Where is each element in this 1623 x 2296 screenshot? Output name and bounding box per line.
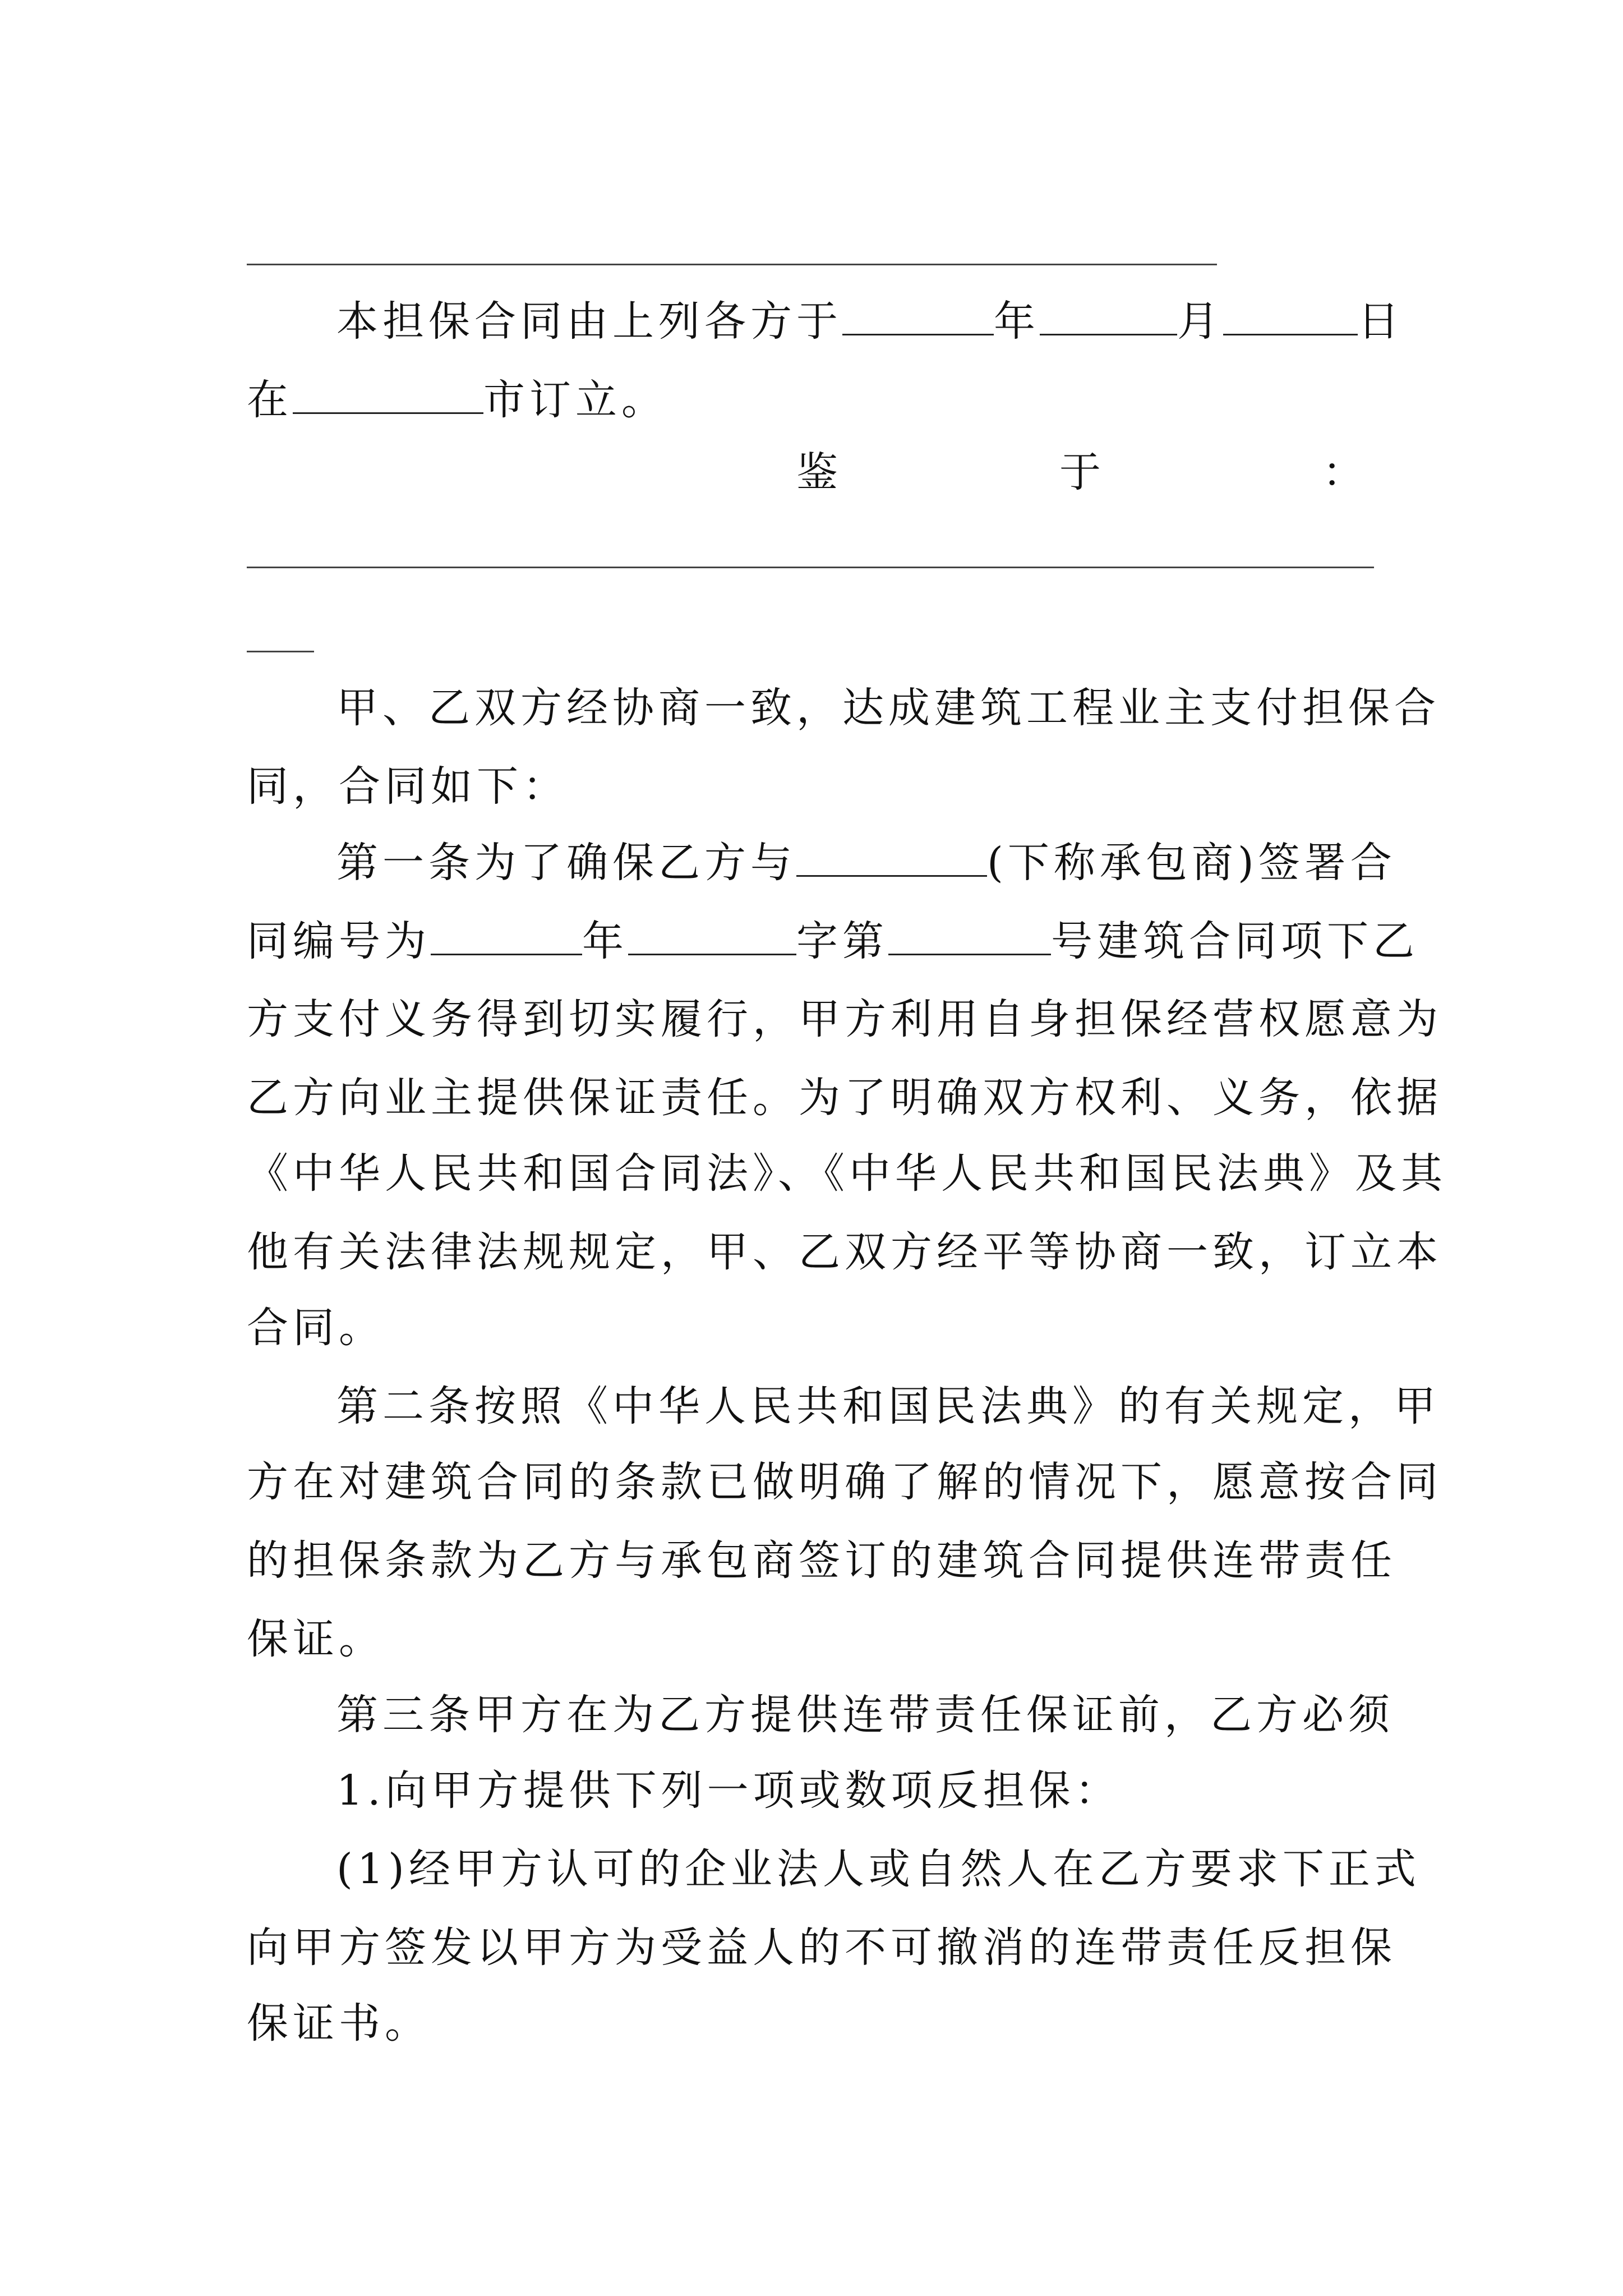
intro-line-1 (247, 297, 1404, 346)
article-2-line-3: 的担保条款为乙方与承包商签订的建筑合同提供连带责任 (247, 1536, 1396, 1585)
contract-number-blank (888, 920, 1051, 955)
article-1-text-d: 号建筑合同项下乙 (1051, 917, 1419, 965)
article-1-line-2 (247, 917, 1419, 965)
city-blank (293, 379, 483, 414)
article-3-line-4: 向甲方签发以甲方为受益人的不可撤消的连带责任反担保 (247, 1924, 1396, 1972)
para-1-line-2: 同，合同如下： (247, 762, 569, 811)
article-1-line-5: 《中华人民共和国合同法》、《中华人民共和国民法典》及其 (247, 1149, 1447, 1198)
article-3-line-3: (1)经甲方认可的企业法人或自然人在乙方要求下正式 (336, 1845, 1421, 1893)
article-3-line-2: 1.向甲方提供下列一项或数项反担保： (336, 1766, 1121, 1815)
article-1-line-4: 乙方向业主提供保证责任。为了明确双方权利、义务，依据 (247, 1074, 1442, 1122)
whereas-char-1: 鉴 (796, 448, 842, 496)
article-2-line-1: 第二条按照《中华人民共和国民法典》的有关规定，甲 (336, 1382, 1440, 1430)
day-blank (1223, 300, 1358, 335)
intro-text-b: 在 (247, 376, 293, 424)
whereas-char-3: ： (1322, 448, 1368, 496)
day-label: 日 (1358, 297, 1404, 346)
article-3-line-1: 第三条甲方在为乙方提供连带责任保证前，乙方必须 (336, 1691, 1394, 1739)
whereas-rule-2 (247, 651, 314, 652)
article-2-line-4: 保证。 (247, 1615, 385, 1663)
article-1-line-1 (247, 839, 1396, 887)
whereas-rule-1 (247, 567, 1374, 568)
contract-year-blank (431, 920, 582, 955)
article-1-word: 字第 (796, 917, 888, 965)
article-1-year: 年 (582, 917, 628, 965)
year-blank (842, 300, 994, 335)
article-3-line-5: 保证书。 (247, 1999, 431, 2047)
article-1-text-b: (下称承包商)签署合 (987, 839, 1396, 887)
article-1-text-c: 同编号为 (247, 917, 431, 965)
article-1-line-6: 他有关法律法规规定，甲、乙双方经平等协商一致，订立本 (247, 1228, 1442, 1276)
article-2-line-2: 方在对建筑合同的条款已做明确了解的情况下，愿意按合同 (247, 1458, 1442, 1506)
whereas-heading (796, 448, 1368, 496)
year-label: 年 (994, 297, 1040, 346)
contract-word-blank (628, 920, 796, 955)
article-1-text-a: 第一条为了确保乙方与 (336, 839, 796, 887)
month-blank (1040, 300, 1177, 335)
intro-text-c: 市订立。 (483, 376, 667, 424)
para-1-line-1: 甲、乙双方经协商一致，达成建筑工程业主支付担保合 (336, 684, 1440, 732)
month-label: 月 (1177, 297, 1223, 346)
whereas-char-2: 于 (1059, 448, 1105, 496)
top-rule (247, 264, 1217, 265)
contractor-blank (796, 841, 987, 877)
article-1-line-7: 合同。 (247, 1304, 385, 1352)
article-1-line-3: 方支付义务得到切实履行，甲方利用自身担保经营权愿意为 (247, 995, 1442, 1043)
intro-line-2 (247, 376, 1385, 424)
intro-text: 本担保合同由上列各方于 (336, 297, 842, 346)
